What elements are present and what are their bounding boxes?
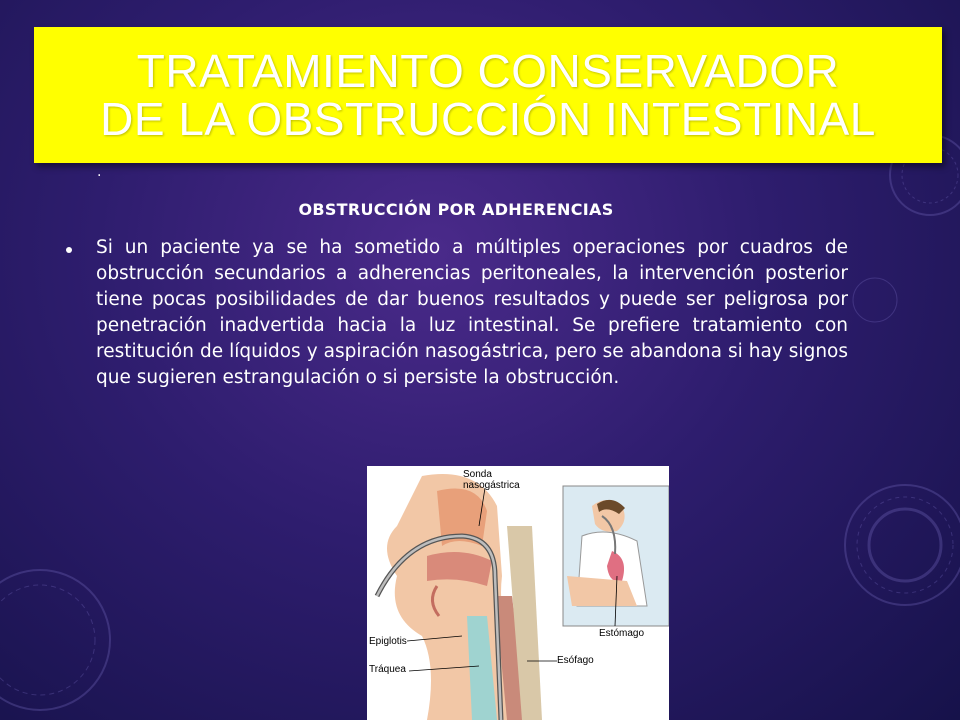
empty-bullet: . xyxy=(97,164,102,180)
body-paragraph: Si un paciente ya se ha sometido a múltiples operaciones por cuadros de obstrucción secundarios a adherencias peritoneales, la intervención posterior tiene pocas posibilidades de dar buenos resultados y puede ser peligrosa por penetración inadvertida hacia la luz intestinal. Se prefiere tratamiento con restitución de líquidos y aspiración nasogástrica, pero se abandona si hay signos que sugieren estrangulación o si persiste la obstrucción. xyxy=(96,237,848,388)
anatomy-illustration xyxy=(367,466,669,720)
label-sonda: Sonda nasogástrica xyxy=(463,469,520,491)
title-line-1: TRATAMIENTO CONSERVADOR xyxy=(136,45,840,97)
title-banner xyxy=(34,27,942,163)
label-traquea: Tráquea xyxy=(369,664,406,675)
label-epiglotis: Epiglotis xyxy=(369,636,407,647)
bullet-icon xyxy=(66,247,72,253)
section-heading: OBSTRUCCIÓN POR ADHERENCIAS xyxy=(298,200,614,219)
label-esofago: Esófago xyxy=(557,655,594,666)
label-estomago: Estómago xyxy=(599,628,645,639)
title-line-2: DE LA OBSTRUCCIÓN INTESTINAL xyxy=(100,93,876,145)
nasogastric-tube-illustration xyxy=(367,466,669,720)
